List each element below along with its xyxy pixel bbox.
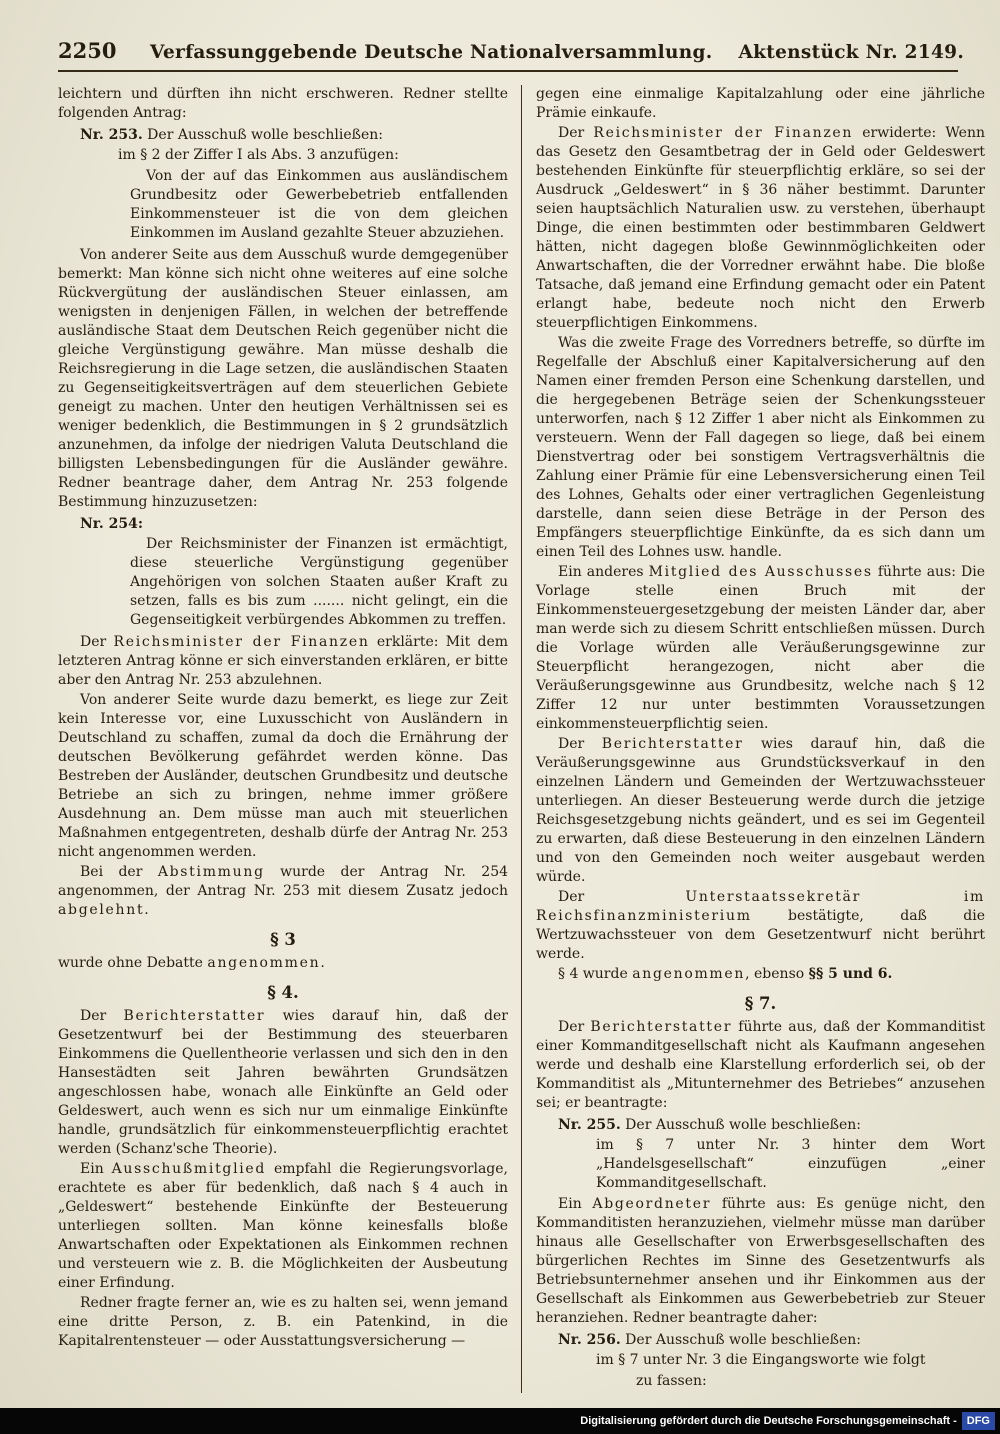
paragraph: Der Berichterstatter wies darauf hin, daß der Gesetzentwurf bei der Bestimmung des steuerbaren Einkommens die Quellentheorie verlassen und sich den in den Hansestädten seit Jahren bewährten Grundsätzen angeschlossen habe, wonach alle Einkünfte an Geld oder Geldeswert, auch wenn es sich nur um einmalige Einkünfte handle, grundsätzlich für einkommensteuerpflichtig erachtet werden (Schanz'sche Theorie).: [58, 1008, 508, 1157]
paragraph: Nr. 254:: [80, 516, 144, 532]
paragraph: Nr. 255. Der Ausschuß wolle beschließen:: [558, 1117, 862, 1133]
page-number: 2250: [58, 38, 117, 63]
text-columns: [58, 85, 986, 1393]
section-heading: § 3: [270, 930, 296, 949]
page-title-main: Verfassunggebende Deutsche Nationalversammlung.: [150, 42, 713, 63]
paragraph: Ein Ausschußmitglied empfahl die Regierungsvorlage, erachtete es aber für bedenklich, daß nach § 4 auch in „Geldeswert“ bestehende Einkünfte der Besteuerung unterliegen sollten. Man könne keinesfalls bloße Anwartschaften oder Expektationen als Einkommen rechnen und versteuern wie z. B. die Möglichkeiten der Ausbeutung einer Erfindung.: [58, 1161, 508, 1291]
page-title: [150, 42, 964, 63]
paragraph: Der Reichsminister der Finanzen erwiderte: Wenn das Gesetz den Gesamtbetrag der in Geld oder Geldeswert bestehenden Einkünfte für steuerpflichtig erkläre, so sei der Ausdruck „Geldeswert“ in § 36 näher bestimmt. Darunter seien hauptsächlich Naturalien usw. zu verstehen, überhaupt Dinge, die einen bestimmten oder bestimmbaren Geldwert hätten, nicht dagegen bloße Gewinnmöglichkeiten oder Anwartschaften, die der Vorredner erwähnt habe. Die bloße Tatsache, daß jemand eine Erfindung gemacht oder ein Patent erlangt habe, bedeute noch nicht den Erwerb steuerpflichtigen Einkommens.: [536, 125, 985, 331]
paragraph: im § 7 unter Nr. 3 die Eingangsworte wie folgt: [596, 1352, 926, 1368]
paragraph: Nr. 256. Der Ausschuß wolle beschließen:: [558, 1332, 862, 1348]
paragraph: Ein anderes Mitglied des Ausschusses führte aus: Die Vorlage stelle einen Bruch mit der Einkommensteuergesetzgebung der meisten Länder dar, aber man werde sich zu diesem Schritt entschließen müssen. Durch die Vorlage würden alle Veräußerungsgewinne zur Steuerpflicht herangezogen, nicht aber die Veräußerungsgewinne aus Grundbesitz, welche nach § 12 Ziffer 12 nur unter bestimmten Voraussetzungen einkommensteuerpflichtig seien.: [536, 564, 986, 732]
right-column: [521, 85, 985, 1393]
section-heading: § 4.: [267, 983, 299, 1002]
paragraph: Bei der Abstimmung wurde der Antrag Nr. 254 angenommen, der Antrag Nr. 253 mit diesem Zusatz jedoch abgelehnt.: [58, 864, 509, 918]
paragraph: Nr. 253. Der Ausschuß wolle beschließen:: [80, 127, 384, 143]
paragraph: im § 2 der Ziffer I als Abs. 3 anzufügen:: [118, 147, 399, 163]
paragraph: wurde ohne Debatte angenommen.: [58, 955, 325, 971]
header-rule: [58, 70, 958, 72]
paragraph: Der Berichterstatter wies darauf hin, daß die Veräußerungsgewinne aus Grundstücksverkauf in den einzelnen Ländern und Gemeinden der Wertzuwachssteuer unterliegen. An dieser Besteuerung werde durch die jetzige Reichsgesetzgebung nichts geändert, und es sei im Gegenteil zu erwarten, daß diese Besteuerung in den einzelnen Ländern und von den Gemeinden noch weiter ausgebaut werden würde.: [536, 736, 985, 885]
digitization-credit-text: Digitalisierung gefördert durch die Deutsche Forschungsgemeinschaft -: [580, 1415, 957, 1427]
paragraph: Von anderer Seite aus dem Ausschuß wurde demgegenüber bemerkt: Man könne sich nicht ohne weiteres auf eine solche Rückvergütung der ausländischen Steuer einlassen, am wenigsten in denjenigen Fällen, in welchen der betreffende ausländische Staat dem Deutschen Reich gegenüber nicht die gleiche Vergünstigung gewähre. Man müsse deshalb die Reichsregierung in die Lage setzen, die ausländischen Staaten zu Gegenseitigkeitsverträgen auf dem steuerlichen Gebiete geneigt zu machen. Unter den heutigen Verhältnissen sei es weniger bedenklich, die Bestimmungen in § 2 grundsätzlich anzunehmen, da infolge der niedrigen Valuta Deutschland die billigsten Lebensbedingungen für die Ausländer gewähre. Redner beantrage daher, dem Antrag Nr. 253 folgende Bestimmung hinzuzusetzen:: [58, 247, 508, 510]
paragraph: Der Berichterstatter führte aus, daß der Kommanditist einer Kommanditgesellschaft nicht als Kaufmann angesehen werde und deshalb eine Klarstellung erforderlich sei, ob der Kommanditist als „Mitunternehmer des Betriebes“ anzusehen sei; er beantragte:: [536, 1019, 985, 1111]
paragraph: Von der auf das Einkommen aus ausländischem Grundbesitz oder Gewerbebetrieb entfallenden Einkommensteuer ist die von dem gleichen Einkommen im Ausland gezahlte Steuer abzuziehen.: [130, 168, 508, 241]
paragraph: gegen eine einmalige Kapitalzahlung oder eine jährliche Prämie einkaufe.: [536, 86, 985, 121]
paragraph: Was die zweite Frage des Vorredners betreffe, so dürfte im Regelfalle der Abschluß einer Kapitalversicherung auf den Namen einer fremden Person eine Schenkung darstellen, und die hergegebenen Beträge seien der Schenkungssteuer unterworfen, nach § 12 Ziffer 1 aber nicht als Einkommen zu versteuern. Wenn der Fall dagegen so liege, daß bei einem Dienstvertrag oder bei sonstigem Vertragsverhältnis die Zahlung einer Prämie für eine Lebensversicherung einen Teil des Lohnes, Gehalts oder einer vertraglichen Gegenleistung darstelle, dann seien diese Beträge in der Person des Empfängers steuerpflichtige Einkünfte, da es sich dann um einen Teil des Lohnes usw. handle.: [536, 335, 985, 560]
section-heading: § 7.: [744, 994, 777, 1013]
digitization-footer-bar: [0, 1408, 1000, 1434]
paragraph: Der Unterstaatssekretär im Reichsfinanzministerium bestätigte, daß die Wertzuwachssteuer von dem Gesetzentwurf nicht berührt werde.: [536, 889, 985, 962]
paragraph: Der Reichsminister der Finanzen erklärte: Mit dem letzteren Antrag könne er sich einverstanden erklären, er bitte aber den Antrag Nr. 253 abzulehnen.: [58, 634, 509, 688]
paragraph: Von anderer Seite wurde dazu bemerkt, es liege zur Zeit kein Interesse vor, eine Luxusschicht von Ausländern in Deutschland zu schaffen, zumal da doch die Ernährung der deutschen Bevölkerung gefährdet werden könne. Das Bestreben der Ausländer, deutschen Grundbesitz und deutsche Betriebe an sich zu bringen, nehme immer größere Ausdehnung an. Dem müsse man auch mit steuerlichen Maßnahmen entgegentreten, deshalb dürfe der Antrag Nr. 253 nicht angenommen werden.: [58, 692, 508, 860]
paragraph: Der Reichsminister der Finanzen ist ermächtigt, diese steuerliche Vergünstigung gegenüber Angehörigen von solchen Staaten außer Kraft zu setzen, falls es bis zum ....... nicht gelingt, ein die Gegenseitigkeit verbürgendes Abkommen zu treffen.: [130, 536, 508, 628]
paragraph: Ein Abgeordneter führte aus: Es genüge nicht, den Kommanditisten heranzuziehen, vielmehr müsse man darüber hinaus alle Gesellschafter von Erwerbsgesellschaften des bürgerlichen Rechtes im Sinne des Gesetzentwurfs als Betriebsunternehmer ansehen und ihr Einkommen aus der Gesellschaft als Einkommen aus Gewerbebetrieb zur Steuer heranziehen. Redner beantragte daher:: [536, 1196, 985, 1326]
dfg-logo: DFG: [962, 1412, 995, 1430]
page-title-docnumber: Aktenstück Nr. 2149.: [738, 42, 965, 63]
paragraph: § 4 wurde angenommen, ebenso §§ 5 und 6.: [558, 966, 893, 982]
paragraph: Redner fragte ferner an, wie es zu halten sei, wenn jemand eine dritte Person, z. B. ein Patenkind, in die Kapitalrentensteuer — oder Ausstattungsversicherung —: [58, 1295, 508, 1349]
paragraph: im § 7 unter Nr. 3 hinter dem Wort „Handelsgesellschaft“ einzufügen „einer Kommanditgesellschaft.: [596, 1137, 985, 1191]
paragraph: zu fassen:: [636, 1373, 707, 1389]
page-header: [58, 38, 965, 63]
paragraph: leichtern und dürften ihn nicht erschweren. Redner stellte folgenden Antrag:: [58, 86, 508, 121]
left-column: [58, 85, 521, 1393]
